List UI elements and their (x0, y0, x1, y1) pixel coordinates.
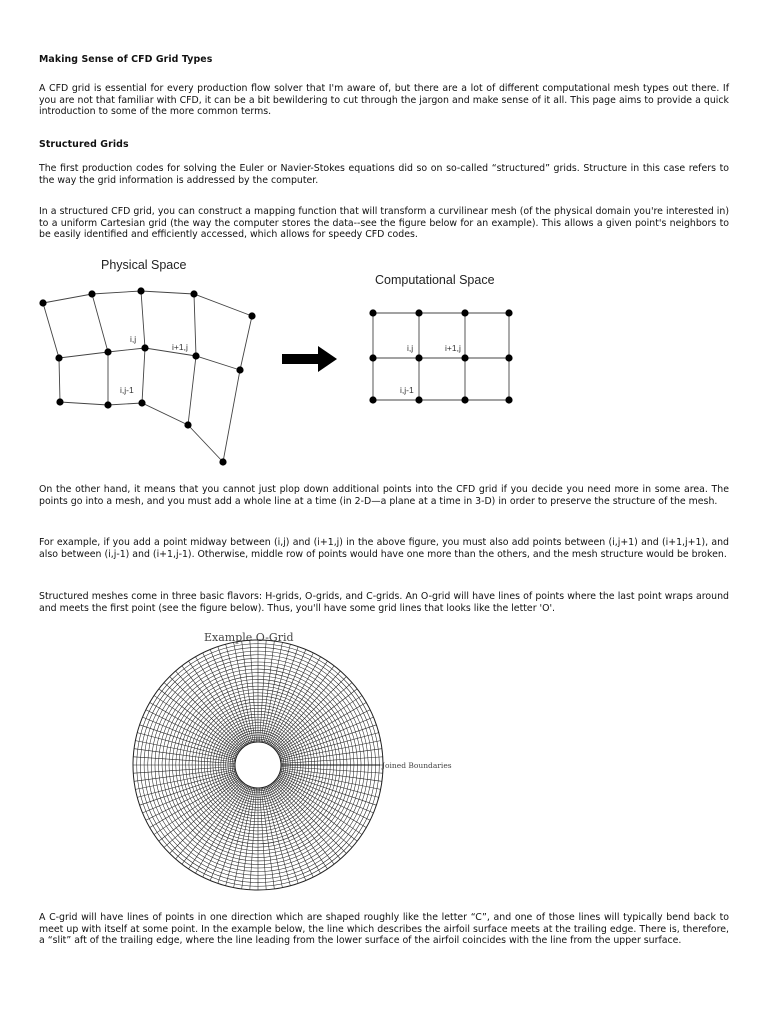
computational-label-ijm1: i,j-1 (400, 385, 414, 395)
ogrid-figure (0, 625, 768, 895)
cgrid-paragraph: A C-grid will have lines of points in one direction which are shaped roughly like the letter “C”, and one of those lines will typically bend back to meet up with itself at some point. In the example below, the line which describes the airfoil surface meets at the trailing edge. There is, therefore, a “slit” aft of the trailing edge, where the line leading from the lower surface of the airfoil coincides with the line from the upper surface. (39, 912, 729, 947)
computational-mesh-lines (373, 313, 509, 400)
physical-label-ij: i,j (130, 334, 137, 344)
article-title: Making Sense of CFD Grid Types (39, 54, 213, 65)
computational-mesh-points (369, 309, 512, 403)
mapping-figure (0, 250, 768, 470)
example-paragraph: For example, if you add a point midway between (i,j) and (i+1,j) in the above figure, you must also add points between (i,j+1) and (i+1,j+1), and also between (i,j-1) and (i+1,j-1). Otherwise, middle row of points would have one more than the others, and the mesh structure would be broken. (39, 537, 729, 560)
physical-space-title: Physical Space (101, 258, 187, 272)
physical-mesh-lines (43, 291, 252, 462)
intro-paragraph: A CFD grid is essential for every production flow solver that I'm aware of, but there are a lot of different computational mesh types out there. If you are not that familiar with CFD, it can be a bit bewildering to cut through the jargon and make sense of it all. This page aims to provide a quick introduction to some of the more common terms. (39, 83, 729, 118)
ogrid-title: Example O-Grid (204, 631, 294, 644)
computational-space-title: Computational Space (375, 273, 495, 287)
structured-paragraph-1: The first production codes for solving the Euler or Navier-Stokes equations did so on so-called “structured” grids. Structure in this case refers to the way the grid information is addressed by the computer. (39, 163, 729, 186)
physical-label-ijm1: i,j-1 (120, 385, 134, 395)
ogrid-ring (235, 742, 281, 788)
other-hand-paragraph: On the other hand, it means that you cannot just plop down additional points into the CFD grid if you decide you need more in some area. The points go into a mesh, and you must add a whole line at a time (in 2-D—a plane at a time in 3-D) in order to preserve the structure of the mesh. (39, 484, 729, 507)
structured-paragraph-2: In a structured CFD grid, you can construct a mapping function that will transform a curvilinear mesh (of the physical domain you're interested in) to a uniform Cartesian grid (the way the computer stores the data--see the figure below for an example). This allows a given point's neighbors to be easily identified and efficiently accessed, which allows for speedy CFD codes. (39, 206, 729, 241)
flavors-paragraph: Structured meshes come in three basic flavors: H-grids, O-grids, and C-grids. An O-grid will have lines of points where the last point wraps around and meets the first point (see the figure below). Thus, you'll have some grid lines that looks like the letter 'O'. (39, 591, 729, 614)
section-heading-structured-grids: Structured Grids (39, 139, 129, 150)
computational-label-i1j: i+1,j (445, 343, 461, 353)
computational-label-ij: i,j (407, 343, 414, 353)
ogrid-annotation: Joined Boundaries (382, 761, 452, 770)
mapping-arrow-icon (282, 346, 337, 372)
physical-label-i1j: i+1,j (172, 342, 188, 352)
physical-mesh-points (39, 287, 255, 465)
